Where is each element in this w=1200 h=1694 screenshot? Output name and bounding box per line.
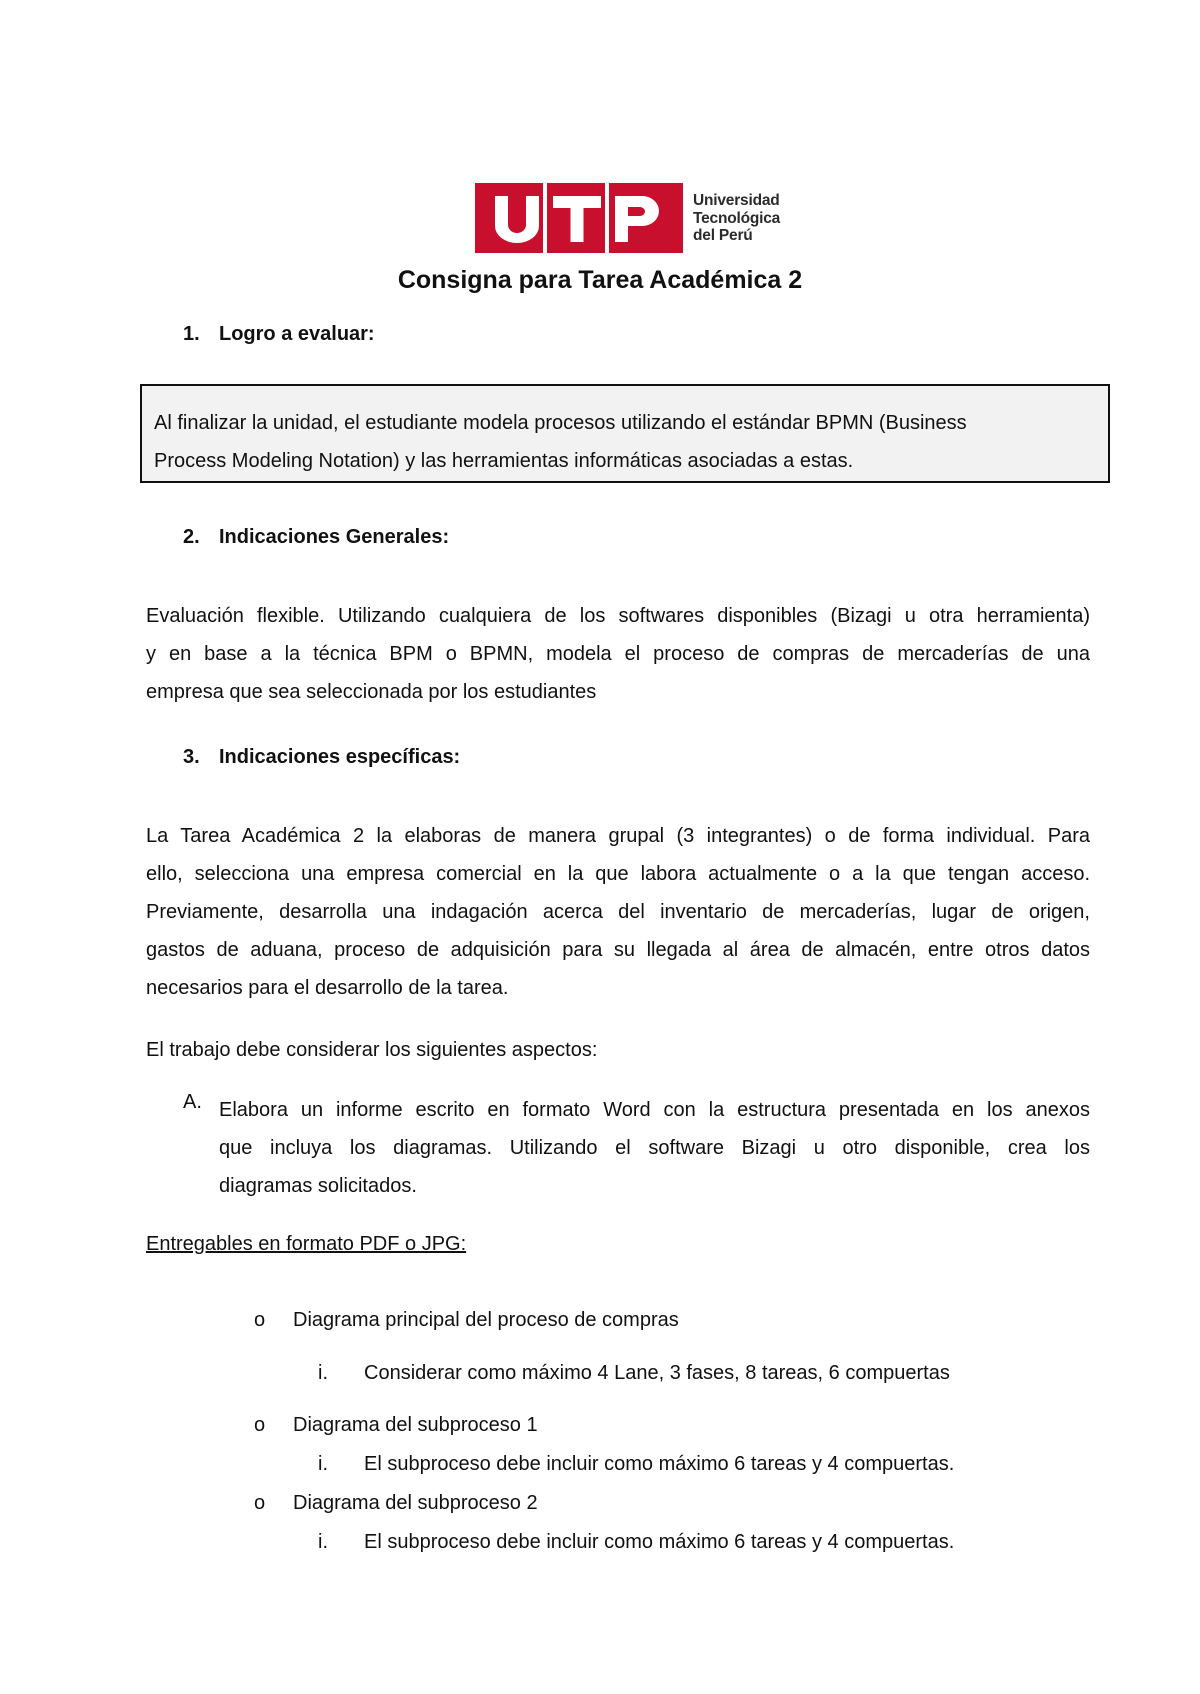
section-number: 2. [183,526,200,548]
logo-line: Universidad [693,192,780,209]
subitem-text: El subproceso debe incluir como máximo 6 tareas y 4 compuertas. [364,1453,955,1475]
logro-box [140,384,1110,483]
circle-bullet-icon: o [254,1414,266,1436]
roman-marker: i. [318,1531,328,1553]
paragraph-line: y en base a la técnica BPM o BPMN, modela el proceso de compras de mercaderías de una [146,643,1090,665]
logo-line: del Perú [693,227,753,244]
subitem-text: El subproceso debe incluir como máximo 6 tareas y 4 compuertas. [364,1531,955,1553]
section-number: 3. [183,746,200,768]
paragraph-line: La Tarea Académica 2 la elaboras de manera grupal (3 integrantes) o de forma individual. Para [146,825,1090,847]
item-marker: A. [183,1091,202,1113]
logo-university-name [693,192,780,245]
roman-marker: i. [318,1453,328,1475]
logro-text [154,404,1094,480]
logo-letter-t [553,196,601,242]
item-line: Elabora un informe escrito en formato Word con la estructura presentada en los anexos [219,1099,1090,1121]
section-title: Indicaciones Generales: [219,526,450,548]
section-title: Indicaciones específicas: [219,746,461,768]
logo-letter-p [615,196,659,242]
circle-bullet-icon: o [254,1309,266,1331]
aspectos-intro: El trabajo debe considerar los siguientes aspectos: [146,1039,598,1061]
roman-marker: i. [318,1362,328,1384]
item-a-text [219,1091,1090,1205]
entregable-label: Diagrama del subproceso 1 [293,1414,538,1436]
logo-letters [475,183,683,253]
logo-red-block [475,183,683,253]
circle-bullet-icon: o [254,1492,266,1514]
logo-letter-u [495,196,539,243]
subitem-text: Considerar como máximo 4 Lane, 3 fases, 8 tareas, 6 compuertas [364,1362,950,1384]
paragraph-line: Previamente, desarrolla una indagación acerca del inventario de mercaderías, lugar de origen, [146,901,1090,923]
especificas-paragraph [146,817,1090,1007]
logro-line: Al finalizar la unidad, el estudiante modela procesos utilizando el estándar BPMN (Business [154,412,967,434]
paragraph-line: ello, selecciona una empresa comercial en la que labora actualmente o a la que tengan acceso. [146,863,1090,885]
logro-line: Process Modeling Notation) y las herramientas informáticas asociadas a estas. [154,450,854,472]
entregables-heading: Entregables en formato PDF o JPG: [146,1233,467,1255]
paragraph-line: Evaluación flexible. Utilizando cualquiera de los softwares disponibles (Bizagi u otra herramienta) [146,605,1090,627]
paragraph-line: gastos de aduana, proceso de adquisición para su llegada al área de almacén, entre otros datos [146,939,1090,961]
logo-line: Tecnológica [693,209,781,227]
item-line: que incluya los diagramas. Utilizando el software Bizagi u otro disponible, crea los [219,1137,1090,1159]
paragraph-line: empresa que sea seleccionada por los estudiantes [146,681,597,703]
entregable-label: Diagrama principal del proceso de compras [293,1309,679,1331]
paragraph-line: necesarios para el desarrollo de la tarea. [146,977,509,999]
section-title: Logro a evaluar: [219,323,375,345]
section-number: 1. [183,323,200,345]
generales-paragraph [146,597,1090,711]
utp-logo [475,183,795,253]
entregable-label: Diagrama del subproceso 2 [293,1492,538,1514]
page-title: Consigna para Tarea Académica 2 [397,266,803,294]
item-line: diagramas solicitados. [219,1175,417,1197]
